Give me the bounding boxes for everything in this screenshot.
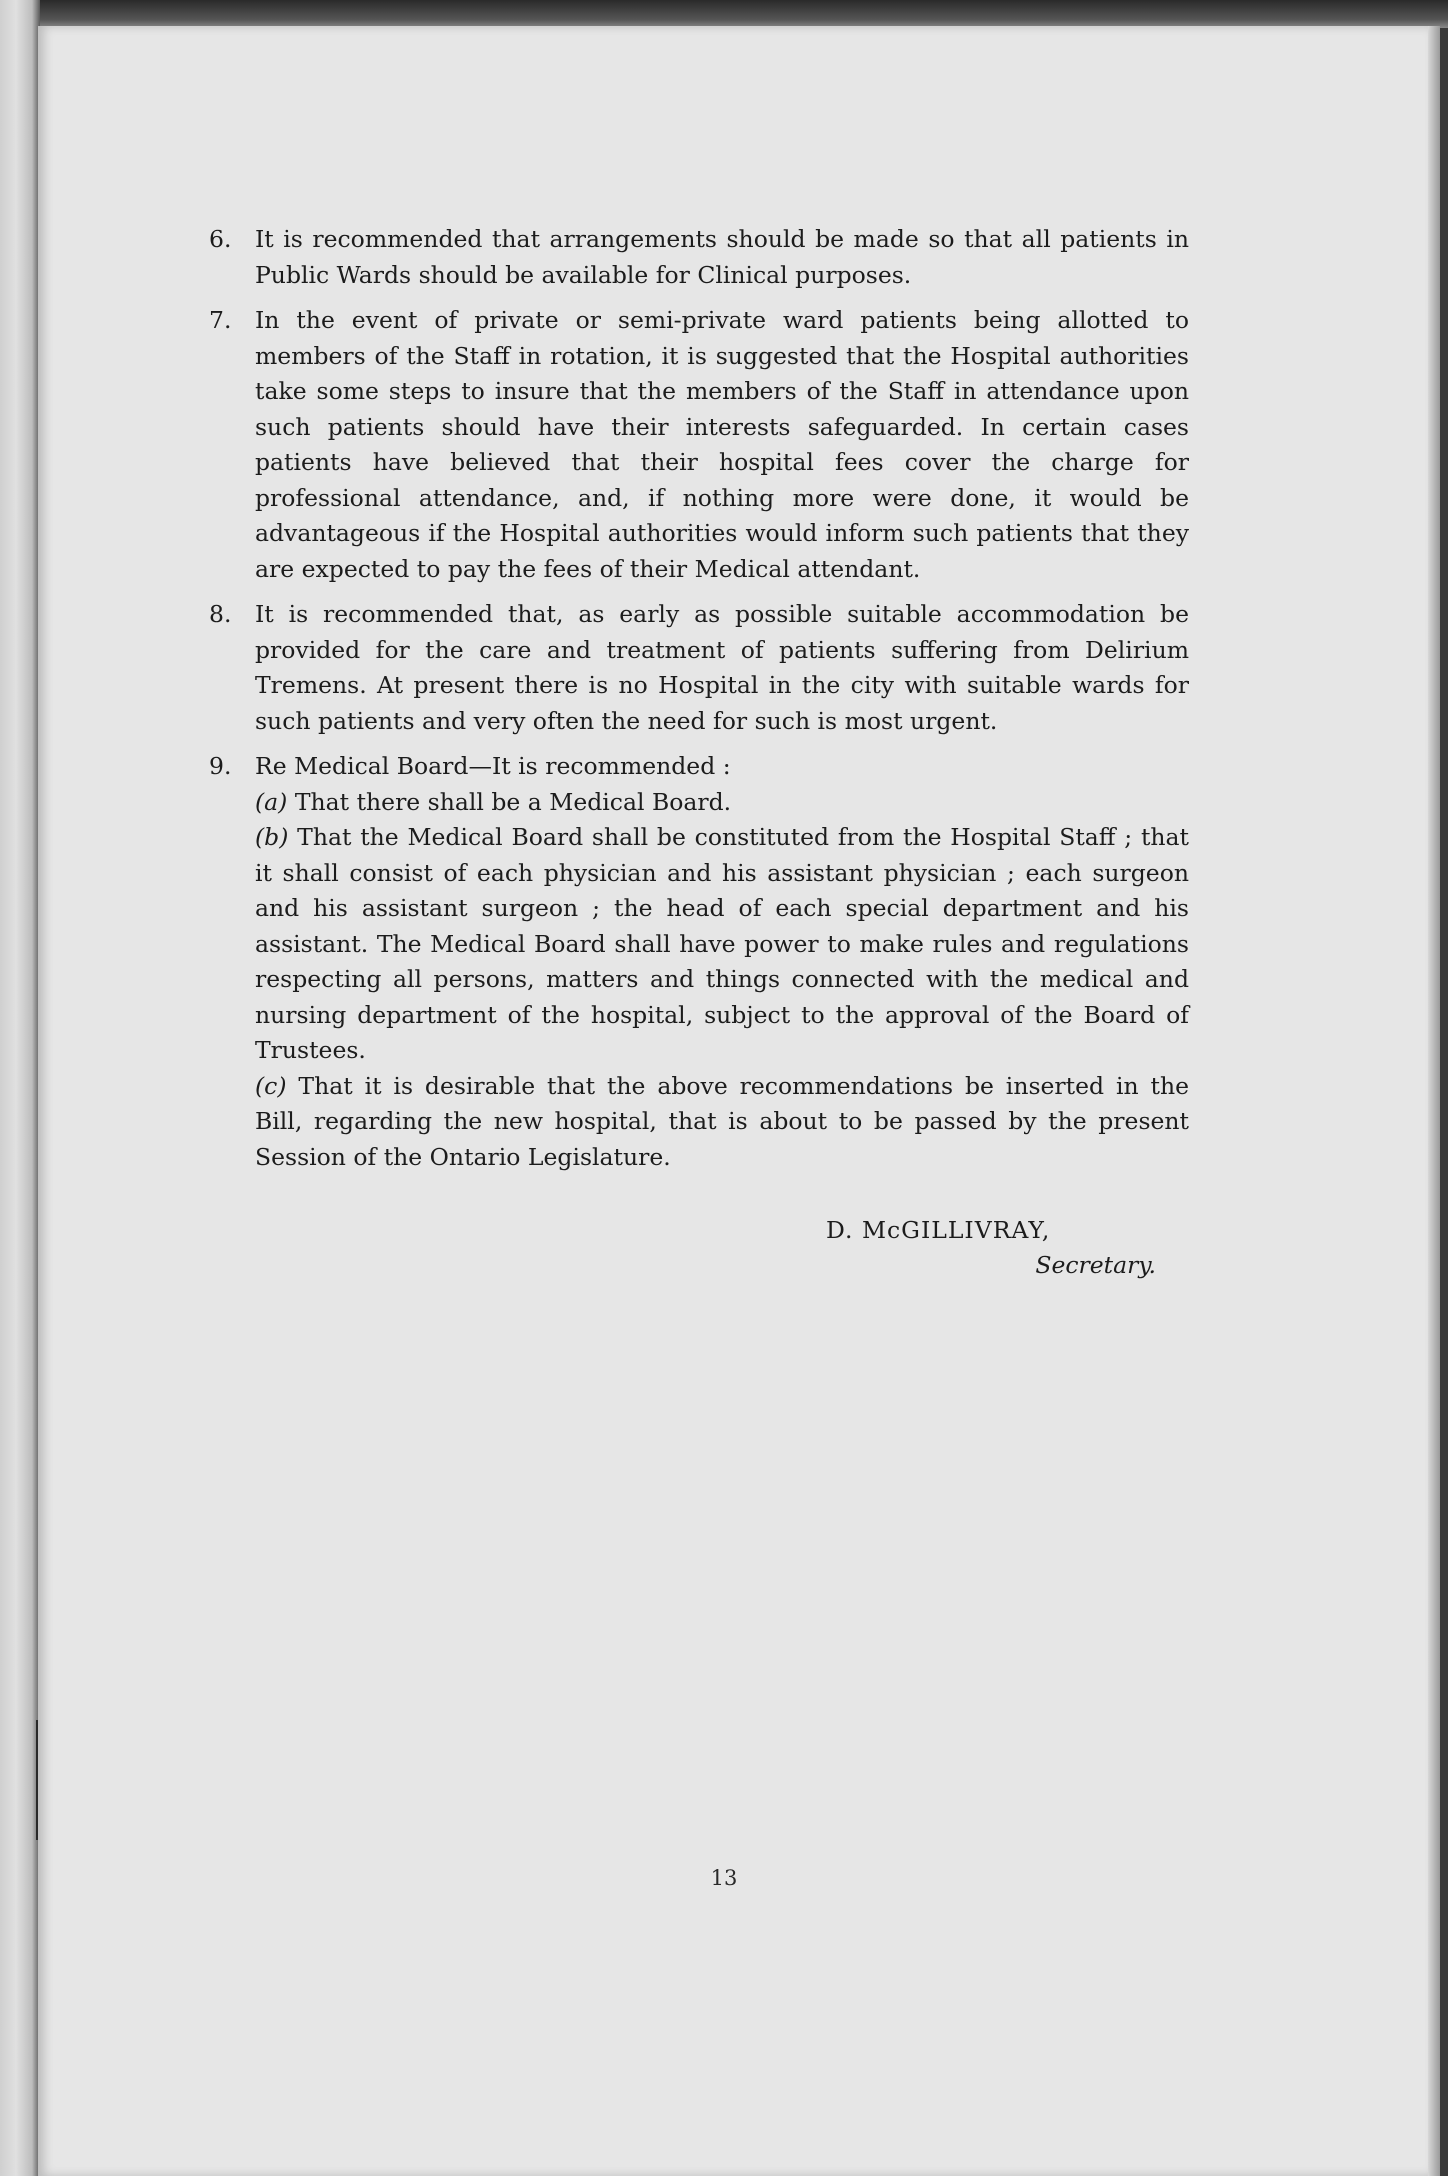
item-number: 8.: [209, 600, 232, 628]
recommendation-item-8: [209, 597, 1189, 739]
recommendation-item-6: [209, 222, 1189, 293]
item-text: In the event of private or semi-private ward patients being allotted to members of the Staff in rotation, it is suggested that the Hospital authorities take some steps to insure that the members of the Staff in attendance upon such patients should have their interests safeguarded. In certain cases patients have believed that their hospital fees cover the charge for professional attendance, and, if nothing more were done, it would be advantageous if the Hospital authorities would inform such patients that they are expected to pay the fees of their Medical attendant.: [255, 306, 1189, 583]
book-binding: [0, 0, 40, 2176]
item-text: Re Medical Board—It is recommended :: [255, 752, 731, 780]
subitem-b: [255, 820, 1189, 1069]
subitem-c: [255, 1069, 1189, 1176]
subitem-a: [255, 785, 1189, 821]
scan-top-edge: [0, 0, 1448, 28]
item-number: 7.: [209, 306, 232, 334]
page-edge: [1428, 26, 1440, 2176]
item-text: It is recommended that arrangements should be made so that all patients in Public Wards should be available for Clinical purposes.: [255, 225, 1189, 289]
recommendation-item-9: [209, 749, 1189, 1175]
item-number: 6.: [209, 225, 232, 253]
subitem-letter: (c): [255, 1071, 287, 1100]
item-number: 9.: [209, 752, 232, 780]
recommendations-body: [209, 222, 1189, 1185]
signatory-title: Secretary.: [1035, 1251, 1156, 1279]
page-number: 13: [710, 1866, 738, 1890]
subitem-text: That the Medical Board shall be constituted from the Hospital Staff ; that it shall consist of each physician and his assistant physician ; each surgeon and his assistant surgeon ; the head of each special department and his assistant. The Medical Board shall have power to make rules and regulations respecting all persons, matters and things connected with the medical and nursing department of the hospital, subject to the approval of the Board of Trustees.: [255, 823, 1189, 1064]
signature-block: [826, 1213, 1186, 1283]
signatory-name: D. McGILLIVRAY,: [826, 1216, 1051, 1244]
subitem-letter: (b): [255, 823, 289, 851]
item-text: It is recommended that, as early as possible suitable accommodation be provided for the care and treatment of patients suffering from Delirium Tremens. At present there is no Hospital in the city with suitable wards for such patients and very often the need for such is most urgent.: [255, 600, 1189, 735]
subitem-text: That there shall be a Medical Board.: [294, 787, 732, 816]
subitem-letter: (a): [255, 787, 288, 816]
subitem-text: That it is desirable that the above recommendations be inserted in the Bill, regarding the new hospital, that is about to be passed by the present Session of the Ontario Legislature.: [255, 1071, 1189, 1171]
recommendation-item-7: [209, 303, 1189, 587]
